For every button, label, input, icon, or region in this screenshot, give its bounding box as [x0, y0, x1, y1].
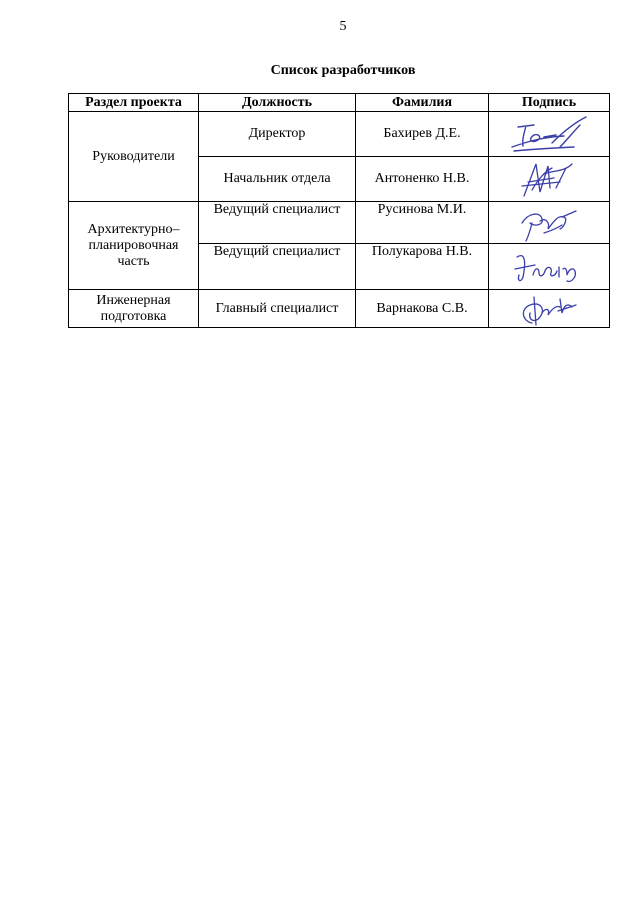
header-signature: Подпись — [489, 94, 610, 112]
signature-cell — [489, 157, 610, 202]
signature-image — [504, 113, 594, 155]
surname-cell: Варнакова С.В. — [356, 290, 489, 328]
position-cell: Директор — [199, 112, 356, 157]
header-surname: Фамилия — [356, 94, 489, 112]
header-position: Должность — [199, 94, 356, 112]
developers-table — [68, 93, 610, 328]
signature-image — [509, 247, 589, 287]
table-row — [69, 112, 610, 157]
table-header-row — [69, 94, 610, 112]
signature-cell — [489, 112, 610, 157]
surname-cell: Бахирев Д.Е. — [356, 112, 489, 157]
section-cell: Архитектурно–планировочная часть — [69, 202, 199, 290]
position-cell: Ведущий специалист — [199, 202, 356, 244]
surname-cell: Полукарова Н.В. — [356, 244, 489, 290]
table-row — [69, 202, 610, 244]
signature-cell — [489, 202, 610, 244]
section-cell: Руководители — [69, 112, 199, 202]
surname-cell: Антоненко Н.В. — [356, 157, 489, 202]
signature-cell — [489, 244, 610, 290]
position-cell: Главный специалист — [199, 290, 356, 328]
section-cell: Инженерная подготовка — [69, 290, 199, 328]
signature-image — [514, 203, 584, 243]
page-number: 5 — [339, 19, 347, 34]
table-row — [69, 290, 610, 328]
signature-image — [514, 158, 584, 200]
signature-image — [514, 291, 584, 327]
position-cell: Ведущий специалист — [199, 244, 356, 290]
document-title: Список разработчиков — [270, 63, 416, 78]
header-section: Раздел проекта — [69, 94, 199, 112]
position-cell: Начальник отдела — [199, 157, 356, 202]
signature-cell — [489, 290, 610, 328]
surname-cell: Русинова М.И. — [356, 202, 489, 244]
